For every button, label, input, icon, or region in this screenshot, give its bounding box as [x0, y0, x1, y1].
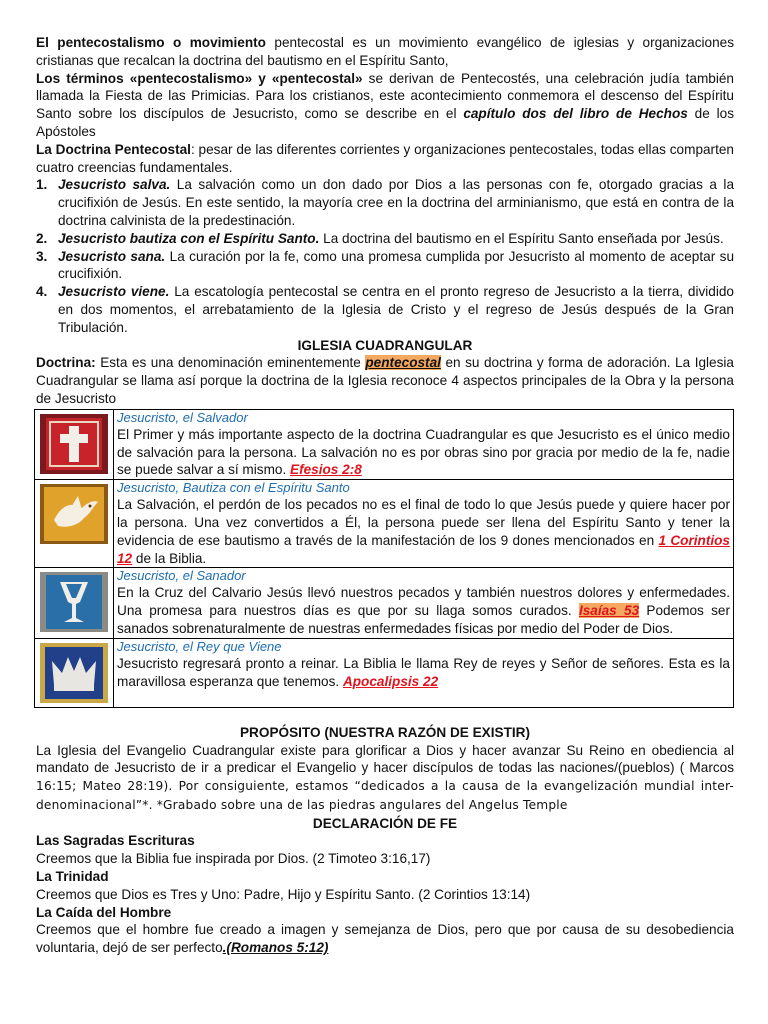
intro-paragraph-3: La Doctrina Pentecostal: pesar de las diferentes corrientes y organizaciones pentecostales, todas ellas comparten cuatro creencias fundamentales.: [36, 141, 734, 175]
faith-item-title: La Caída del Hombre: [36, 904, 172, 920]
list-item: 2. Jesucristo bautiza con el Espíritu Santo. La doctrina del bautismo en el Espíritu Santo enseñada por Jesús.: [36, 230, 724, 246]
aspect-text: El Primer y más importante aspecto de la doctrina Cuadrangular es que Jesucristo es el único medio de salvación para la persona. La salvación no es por obras sino por gracia por medio de la fe, nadie se puede salvar a sí mismo. Efesios 2:8: [117, 426, 730, 478]
faith-item-title: Las Sagradas Escrituras: [36, 833, 195, 849]
faith-item-title: La Trinidad: [36, 869, 109, 885]
intro-paragraph-2: Los términos «pentecostalismo» y «pentecostal» se derivan de Pentecostés, una celebración judía también llamada la Fiesta de las Primicias. Para los cristianos, este acontecimiento conmemora el descenso del Espíritu Santo sobre los discípulos de Jesucristo, como se describe en el capítulo dos del libro de Hechos de los Apóstoles: [36, 70, 734, 139]
aspect-title: Jesucristo, el Salvador: [117, 409, 248, 425]
table-row: [35, 409, 734, 479]
section-heading-cuadrangular: IGLESIA CUADRANGULAR: [297, 337, 473, 353]
scripture-reference: 1 Corintios 12: [117, 532, 730, 566]
aspect-text: Jesucristo regresará pronto a reinar. La Biblia le llama Rey de reyes y Señor de señores. Esta es la maravillosa esperanza que tenemos. Apocalipsis 22: [117, 655, 730, 689]
table-row: [35, 638, 734, 707]
aspect-text: La Salvación, el perdón de los pecados no es el final de todo lo que Jesús puede y quiere hacer por la persona. Una vez convertidos a Él, la persona puede ser llena del Espíritu Santo y tener la evidencia de ese bautismo a través de la manifestación de los 9 dones mencionados en 1 Corintios 12 de la Biblia.: [117, 497, 730, 566]
aspect-title: Jesucristo, Bautiza con el Espíritu Santo: [117, 480, 350, 496]
scripture-reference: Apocalipsis 22: [342, 673, 439, 689]
list-item: 1. Jesucristo salva. La salvación como un don dado por Dios a las personas con fe, otorgado gracias a la crucifixión de Jesús. En este sentido, la mayoría cree en la doctrina del arminianismo, que está en contra de la doctrina calvinista de la predestinación.: [36, 177, 735, 228]
intro-paragraph-1: El pentecostalismo o movimiento pentecostal es un movimiento evangélico de iglesias y organizaciones cristianas que recalcan la doctrina del bautismo en el Espíritu Santo,: [36, 35, 734, 68]
aspect-text: En la Cruz del Calvario Jesús llevó nuestros pecados y también nuestros dolores y enfermedades. Una promesa para nuestros días es que por su llaga somos curados. Isaías 53 Podemos ser sanados sobrenaturalmente de nuestras enfermedades físicas por medio del Poder de Dios.: [117, 585, 730, 636]
aspects-table: [34, 409, 734, 708]
chalice-icon: [38, 570, 110, 634]
faith-item-text: Creemos que el hombre fue creado a imagen y semejanza de Dios, pero que por causa de su desobediencia voluntaria, dejó de ser perfecto.(Romanos 5:12): [36, 922, 734, 956]
list-item: 4. Jesucristo viene. La escatología pentecostal se centra en el pronto regreso de Jesucristo a la tierra, dividido en dos momentos, el arrebatamiento de la Iglesia de Cristo y el regreso de Jesús después de la Gran Tribulación.: [36, 284, 734, 335]
dove-icon: [38, 482, 110, 546]
proposito-paragraph: La Iglesia del Evangelio Cuadrangular existe para glorificar a Dios y hacer avanzar Su Reino en obediencia al mandato de Jesucristo de ir a predicar el Evangelio y hacer discípulos de todas las naciones/(pueblos) ( Marcos 16:15; Mateo 28:19). Por consiguiente, estamos “dedicados a la causa de la evangelización mundial inter-denominacional”*. *Grabado sobre una de las piedras angulares del Angelus Temple: [36, 742, 734, 812]
table-row: [35, 480, 734, 568]
cross-icon: [38, 412, 110, 476]
section-heading-declaracion: DECLARACIÓN DE FE: [312, 815, 458, 831]
table-row: [35, 568, 734, 638]
scripture-reference: Efesios 2:8: [290, 462, 362, 478]
section-heading-proposito: PROPÓSITO (NUESTRA RAZÓN DE EXISTIR): [239, 724, 531, 740]
beliefs-list: [36, 176, 734, 336]
crown-icon: [38, 641, 110, 705]
document-page: [36, 34, 734, 957]
list-item: 3. Jesucristo sana. La curación por la fe, como una promesa cumplida por Jesucristo al momento de aceptar su crucifixión.: [36, 248, 735, 282]
aspect-title: Jesucristo, el Sanador: [117, 568, 246, 584]
scripture-reference: Isaías 53: [578, 603, 640, 619]
faith-item-text: Creemos que la Biblia fue inspirada por Dios. (2 Timoteo 3:16,17): [36, 851, 431, 867]
aspect-title: Jesucristo, el Rey que Viene: [117, 638, 282, 654]
faith-item-text: Creemos que Dios es Tres y Uno: Padre, Hijo y Espíritu Santo. (2 Corintios 13:14): [36, 886, 531, 902]
scripture-reference: .(Romanos 5:12): [222, 940, 329, 956]
doctrine-paragraph: Doctrina: Esta es una denominación eminentemente pentecostal en su doctrina y forma de adoración. La Iglesia Cuadrangular se llama así porque la doctrina de la Iglesia reconoce 4 aspectos principales de la Obra y la persona de Jesucristo: [36, 355, 734, 406]
